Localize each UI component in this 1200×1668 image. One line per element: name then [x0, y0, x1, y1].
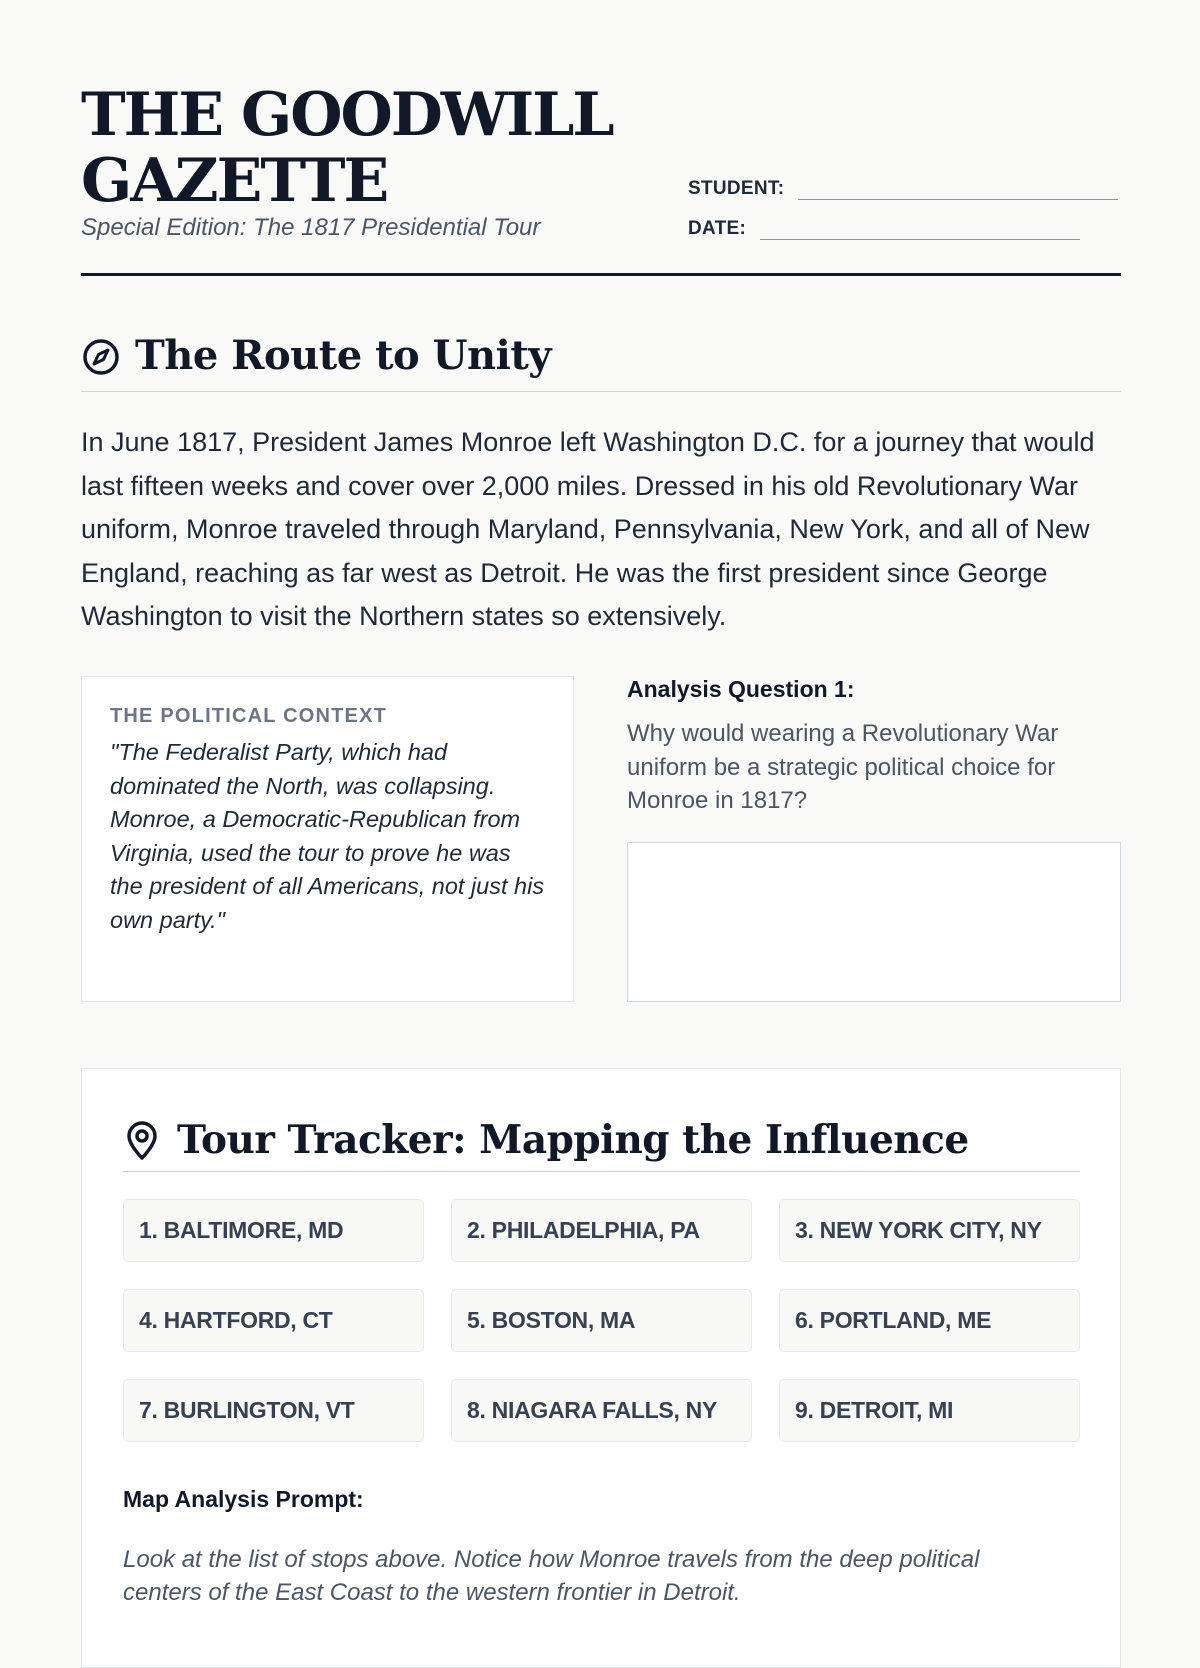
analysis-question-1-label: Analysis Question 1: — [627, 676, 855, 702]
route-section-heading — [81, 332, 1121, 392]
tour-tracker-card — [81, 1068, 1121, 1668]
tour-stop: 6. PORTLAND, ME — [779, 1289, 1080, 1352]
tour-stop: 2. PHILADELPHIA, PA — [451, 1199, 752, 1262]
tour-stop: 7. BURLINGTON, VT — [123, 1379, 424, 1442]
tour-tracker-heading — [123, 1119, 1080, 1172]
route-intro-paragraph: In June 1817, President James Monroe left Washington D.C. for a journey that would last fifteen weeks and cover over 2,000 miles. Dressed in his old Revolutionary War uniform, Monroe traveled through Maryland, Pennsylvania, New York, and all of New England, reaching as far west as Detroit. He was the first president since George Washington to visit the Northern states so extensively. — [81, 427, 1095, 631]
date-label: DATE: — [688, 218, 747, 239]
map-pin-icon — [123, 1121, 161, 1161]
tour-stops-grid — [123, 1199, 1080, 1442]
paper-title — [81, 82, 641, 214]
tour-stop: 8. NIAGARA FALLS, NY — [451, 1379, 752, 1442]
tour-tracker-title: Tour Tracker: Mapping the Influence — [177, 1117, 969, 1163]
tour-stop: 4. HARTFORD, CT — [123, 1289, 424, 1352]
political-context-quote: "The Federalist Party, which had dominated the North, was collapsing. Monroe, a Democratic-Republican from Virginia, used the tour to prove he was the president of all Americans, not just his own party." — [110, 739, 545, 933]
compass-icon — [81, 337, 121, 377]
analysis-question-1 — [627, 676, 1121, 818]
tour-stop: 5. BOSTON, MA — [451, 1289, 752, 1352]
student-name-line[interactable] — [798, 179, 1118, 200]
paper-title-line-2: GAZETTE — [81, 146, 388, 216]
date-line[interactable] — [760, 219, 1080, 240]
analysis-question-1-text: Why would wearing a Revolutionary War uniform be a strategic political choice for Monroe in 1817? — [627, 720, 1059, 814]
tour-stop: 1. BALTIMORE, MD — [123, 1199, 424, 1262]
worksheet-page — [81, 0, 1121, 1606]
tour-stop: 3. NEW YORK CITY, NY — [779, 1199, 1080, 1262]
route-section-title: The Route to Unity — [135, 332, 552, 379]
masthead — [81, 82, 1121, 276]
map-analysis-prompt-label: Map Analysis Prompt: — [123, 1486, 364, 1512]
student-field — [688, 178, 1118, 200]
political-context-label: THE POLITICAL CONTEXT — [110, 705, 388, 727]
map-analysis-prompt-text: Look at the list of stops above. Notice how Monroe travels from the deep political centers of the East Coast to the western frontier in Detroit. — [123, 1546, 980, 1606]
student-label: STUDENT: — [688, 178, 785, 199]
tour-stop: 9. DETROIT, MI — [779, 1379, 1080, 1442]
analysis-question-1-answer-box[interactable] — [627, 842, 1121, 1002]
paper-title-line-1: THE GOODWILL — [81, 80, 613, 150]
political-context-box — [81, 676, 574, 1002]
date-field — [688, 218, 1080, 240]
paper-subtitle: Special Edition: The 1817 Presidential Tour — [81, 214, 541, 241]
